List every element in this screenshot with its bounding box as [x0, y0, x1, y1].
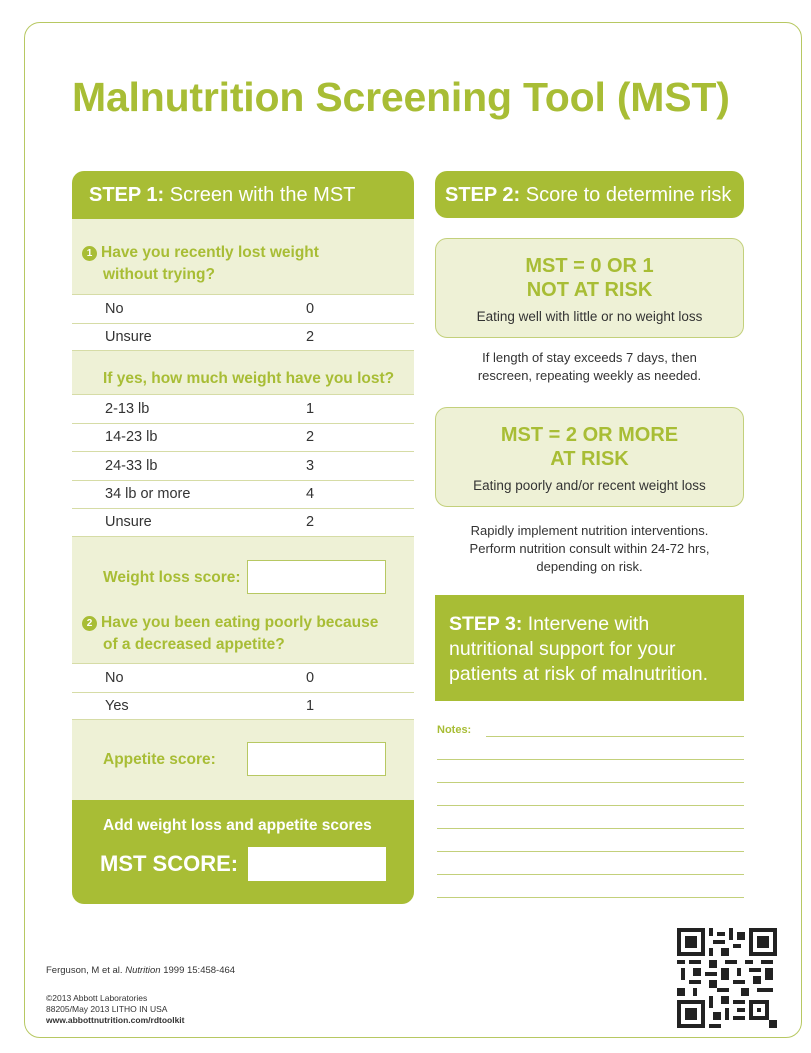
- option-label: 24-33 lb: [105, 457, 158, 474]
- option-label: Unsure: [105, 514, 152, 531]
- question-2: [82, 612, 378, 656]
- notes-line[interactable]: [437, 759, 744, 760]
- option-label: 2-13 lb: [105, 400, 150, 417]
- question-2-number-icon: 2: [82, 616, 97, 631]
- notes-line[interactable]: [437, 782, 744, 783]
- not-at-risk-label: NOT AT RISK: [526, 279, 653, 301]
- option-value: 2: [306, 328, 315, 345]
- notes-line[interactable]: [437, 805, 744, 806]
- appetite-score-label: Appetite score:: [103, 751, 216, 768]
- step3-box: [435, 595, 744, 701]
- question-1-line1: Have you recently lost weight: [101, 244, 319, 261]
- notes-line[interactable]: [437, 828, 744, 829]
- step1-heading-text: Screen with the MST: [164, 184, 356, 206]
- question-2-line2: of a decreased appetite?: [103, 636, 285, 653]
- not-at-risk-score: MST = 0 OR 1: [525, 255, 654, 277]
- option-label: No: [105, 300, 124, 317]
- option-row[interactable]: [72, 480, 414, 509]
- website-link[interactable]: www.abbottnutrition.com/rdtoolkit: [46, 1015, 185, 1025]
- option-row[interactable]: [72, 692, 414, 721]
- option-label: 34 lb or more: [105, 486, 191, 503]
- step1-panel: [72, 171, 414, 904]
- qr-code-icon[interactable]: [677, 928, 777, 1028]
- appetite-score-field[interactable]: [247, 742, 386, 776]
- question-1-options: [72, 294, 414, 351]
- step2-heading-text: Score to determine risk: [520, 184, 732, 206]
- option-value: 1: [306, 400, 315, 417]
- not-at-risk-note-line1: If length of stay exceeds 7 days, then: [482, 350, 697, 365]
- question-1-number-icon: 1: [82, 246, 97, 261]
- question-1-line2: without trying?: [103, 266, 215, 283]
- not-at-risk-desc: Eating well with little or no weight loss: [476, 309, 703, 324]
- step2-heading: [435, 171, 744, 218]
- question-2-line1: Have you been eating poorly because: [101, 614, 379, 631]
- option-row[interactable]: [72, 451, 414, 480]
- mst-score-field[interactable]: [248, 847, 386, 881]
- step3-line2: nutritional support for your: [449, 638, 676, 660]
- option-row[interactable]: [72, 394, 414, 423]
- at-risk-note-line1: Rapidly implement nutrition interventions.: [470, 523, 709, 538]
- option-label: Unsure: [105, 328, 152, 345]
- at-risk-box: [435, 407, 744, 507]
- mst-score-footer: [72, 800, 414, 904]
- citation-author: Ferguson, M et al.: [46, 965, 126, 976]
- notes-label: Notes:: [437, 724, 472, 736]
- option-value: 3: [306, 457, 315, 474]
- mst-score-label: MST SCORE:: [100, 851, 239, 876]
- option-value: 0: [306, 300, 315, 317]
- at-risk-note-line2: Perform nutrition consult within 24-72 hrs,: [469, 541, 710, 556]
- question-1: [82, 242, 319, 286]
- not-at-risk-note: [435, 349, 744, 385]
- step3-heading-bold: STEP 3:: [449, 613, 523, 635]
- step1-heading: [72, 171, 414, 219]
- option-value: 0: [306, 669, 315, 686]
- citation-journal: Nutrition: [125, 965, 161, 976]
- weight-loss-score-field[interactable]: [247, 560, 386, 594]
- not-at-risk-note-line2: rescreen, repeating weekly as needed.: [477, 368, 702, 383]
- option-label: No: [105, 669, 124, 686]
- option-row[interactable]: [72, 423, 414, 452]
- notes-line[interactable]: [486, 736, 744, 737]
- at-risk-desc: Eating poorly and/or recent weight loss: [473, 478, 706, 493]
- option-value: 1: [306, 697, 315, 714]
- option-row[interactable]: [72, 663, 414, 692]
- option-row[interactable]: [72, 323, 414, 352]
- option-label: Yes: [105, 697, 129, 714]
- copyright-block: [46, 993, 185, 1026]
- option-label: 14-23 lb: [105, 429, 158, 446]
- question-2-options: [72, 663, 414, 720]
- step1-heading-bold: STEP 1:: [89, 184, 165, 206]
- not-at-risk-box: [435, 238, 744, 338]
- step2-heading-bold: STEP 2:: [445, 184, 521, 206]
- at-risk-label: AT RISK: [550, 448, 629, 470]
- notes-line[interactable]: [437, 851, 744, 852]
- weight-loss-score-label: Weight loss score:: [103, 569, 241, 586]
- citation-details: 1999 15:458-464: [160, 965, 236, 976]
- add-scores-instruction: Add weight loss and appetite scores: [103, 817, 372, 834]
- option-row[interactable]: [72, 508, 414, 537]
- page-title: Malnutrition Screening Tool (MST): [72, 74, 730, 120]
- question-1b: If yes, how much weight have you lost?: [103, 370, 395, 387]
- at-risk-score: MST = 2 OR MORE: [500, 424, 679, 446]
- option-value: 4: [306, 486, 315, 503]
- citation: [46, 965, 235, 976]
- copyright: ©2013 Abbott Laboratories: [46, 993, 148, 1003]
- notes-line[interactable]: [437, 897, 744, 898]
- option-value: 2: [306, 514, 315, 531]
- litho-code: 88205/May 2013 LITHO IN USA: [46, 1004, 168, 1014]
- option-row[interactable]: [72, 294, 414, 323]
- at-risk-note: [435, 522, 744, 576]
- question-1b-options: [72, 394, 414, 537]
- notes-line[interactable]: [437, 874, 744, 875]
- step3-line3: patients at risk of malnutrition.: [449, 663, 709, 685]
- at-risk-note-line3: depending on risk.: [536, 559, 643, 574]
- option-value: 2: [306, 429, 315, 446]
- step3-line1: Intervene with: [522, 613, 650, 635]
